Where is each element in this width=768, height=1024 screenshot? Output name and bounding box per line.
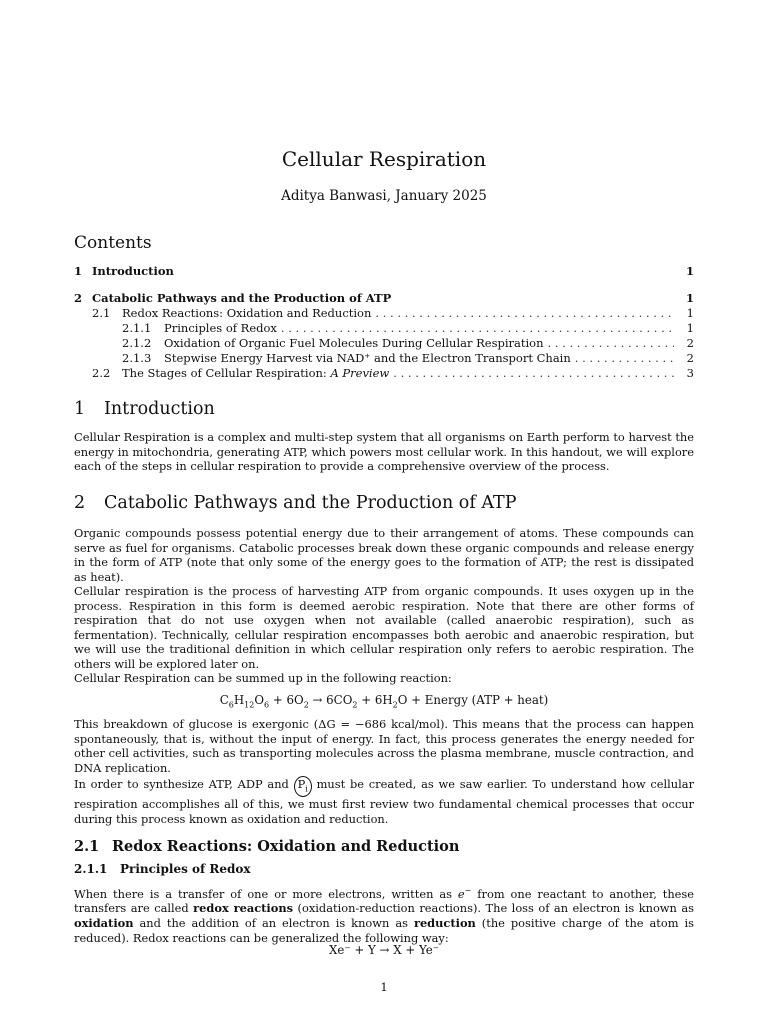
toc-page: 1 xyxy=(686,306,694,320)
toc-number: 2.1.1 xyxy=(122,321,152,335)
section-heading-introduction: 1 Introduction xyxy=(74,399,215,419)
toc-label-italic: A Preview xyxy=(330,366,390,380)
toc-entry-2-2[interactable] xyxy=(74,366,694,381)
paragraph: This breakdown of glucose is exergonic (ΔG = −686 kcal/mol). This means that the process can happen spontaneously, that is, without the input of energy. In fact, this process generates the energy needed for other cell activities, such as transporting molecules across the plasma membrane, muscle contraction, and DNA replication. xyxy=(74,717,694,775)
toc-label: Redox Reactions: Oxidation and Reduction xyxy=(122,306,372,320)
author-line: Aditya Banwasi, January 2025 xyxy=(281,188,487,204)
table-of-contents xyxy=(74,264,694,381)
toc-entry-2-1[interactable] xyxy=(74,306,694,321)
toc-label: Oxidation of Organic Fuel Molecules During Cellular Respiration xyxy=(164,336,544,350)
toc-entry-2-1-3[interactable] xyxy=(74,351,694,366)
contents-heading: Contents xyxy=(74,233,152,253)
section-heading-catabolic: 2 Catabolic Pathways and the Production of ATP xyxy=(74,493,517,513)
paragraph: Cellular Respiration is a complex and multi-step system that all organisms on Earth perform to harvest the energy in mitochondria, generating ATP, which powers most cellular work. In this handout, we will explore each of the steps in cellular respiration to provide a comprehensive overview of the process. xyxy=(74,430,694,474)
paragraph: When there is a transfer of one or more electrons, written as e− from one reactant to another, these transfers are called redox reactions (oxidation-reduction reactions). The loss of an electron is known as oxidation and the addition of an electron is known as reduction (the positive charge of the atom is reduced). Redox reactions can be generalized the following way: xyxy=(74,886,695,945)
toc-page: 2 xyxy=(686,351,694,365)
toc-page: 1 xyxy=(685,291,694,305)
toc-number: 2.1.2 xyxy=(122,336,152,350)
equation-redox: Xe⁻ + Y → X + Ye⁻ xyxy=(329,943,439,957)
toc-number: 1 xyxy=(74,264,83,278)
page-number: 1 xyxy=(380,980,388,994)
toc-label: The Stages of Cellular Respiration: xyxy=(122,366,327,380)
toc-page: 2 xyxy=(686,336,694,350)
toc-label: Stepwise Energy Harvest via NAD⁺ and the Electron Transport Chain xyxy=(164,351,571,365)
toc-label: Catabolic Pathways and the Production of ATP xyxy=(92,291,392,305)
document-title: Cellular Respiration xyxy=(281,147,487,171)
paragraph: Cellular Respiration can be summed up in the following reaction: xyxy=(74,671,452,685)
toc-number: 2.1 xyxy=(92,306,111,320)
toc-page: 1 xyxy=(685,264,694,278)
subsection-heading-redox: 2.1 Redox Reactions: Oxidation and Reduction xyxy=(74,838,460,855)
toc-label: Principles of Redox xyxy=(164,321,277,335)
paragraph: In order to synthesize ATP, ADP and $P_i$ must be created, as we saw earlier. To understand how cellular respiration accomplishes all of this, we must first review two fundamental chemical processes that occur during this process known as oxidation and reduction. xyxy=(74,777,695,826)
subsubsection-heading-principles: 2.1.1 Principles of Redox xyxy=(74,862,251,876)
toc-entry-2[interactable] xyxy=(74,291,694,306)
toc-number: 2 xyxy=(74,291,83,305)
toc-number: 2.2 xyxy=(92,366,111,380)
equation-respiration: $C_6H_{12}O_6 + 6O_2 \to 6CO_2 + 6H_2O$ + Energy (ATP + heat) xyxy=(219,693,549,710)
phosphate-symbol: $P_i$ xyxy=(294,776,312,797)
toc-number: 2.1.3 xyxy=(122,351,152,365)
toc-page: 1 xyxy=(686,321,694,335)
toc-entry-2-1-1[interactable] xyxy=(74,321,694,336)
paragraph: Cellular respiration is the process of harvesting ATP from organic compounds. It uses oxygen up in the process. Respiration in this form is deemed aerobic respiration. Note that there are other forms of respiration that do not use oxygen when not available (called anaerobic respiration), such as fermentation). Technically, cellular respiration encompasses both aerobic and anaerobic respiration, but we will use the traditional definition in which cellular respiration only refers to aerobic respiration. The others will be explored later on. xyxy=(74,584,694,671)
paragraph: Organic compounds possess potential energy due to their arrangement of atoms. These compounds can serve as fuel for organisms. Catabolic processes break down these organic compounds and release energy in the form of ATP (note that only some of the energy goes to the formation of ATP; the rest is dissipated as heat). xyxy=(74,526,694,584)
toc-entry-1[interactable] xyxy=(74,264,694,279)
toc-page: 3 xyxy=(686,366,694,380)
toc-entry-2-1-2[interactable] xyxy=(74,336,694,351)
toc-label: Introduction xyxy=(92,264,174,278)
